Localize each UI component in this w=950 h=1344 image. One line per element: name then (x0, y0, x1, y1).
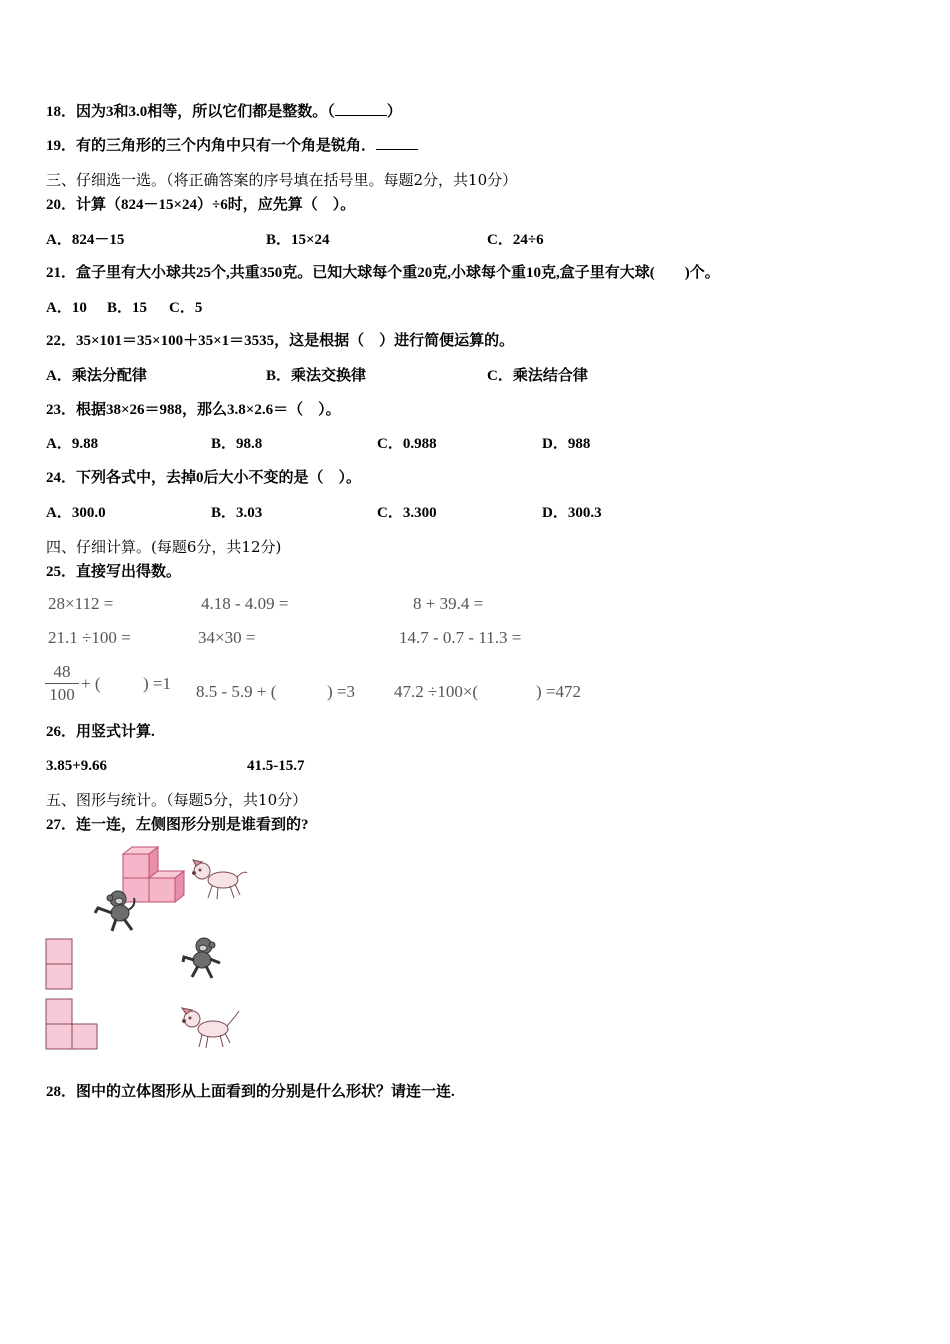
q22-option-c[interactable]: C．乘法结合律 (487, 368, 588, 384)
q25-eq-2[interactable]: 4.18 - 4.09 = (201, 594, 289, 613)
q18-close: ） (386, 104, 402, 120)
section-5-heading: 五、图形与统计。（每题5分，共10分） (46, 791, 308, 809)
q24-option-c[interactable]: C．3.300 (377, 505, 437, 521)
q18-answer-blank[interactable] (335, 115, 387, 116)
q26-item-1: 3.85+9.66 (46, 758, 108, 774)
q25-eq-8-right[interactable]: ) =3 (327, 682, 355, 701)
q25-eq-4[interactable]: 21.1 ÷100 = (48, 628, 131, 647)
question-28: 28．图中的立体图形从上面看到的分别是什么形状？请连一连. (46, 1084, 455, 1100)
section-3-heading: 三、仔细选一选。（将正确答案的序号填在括号里。每题2分，共10分） (46, 171, 518, 189)
q25-eq-9-left: 47.2 ÷100×( (394, 682, 479, 701)
q21-option-c[interactable]: C．5 (169, 300, 203, 316)
q22-option-b[interactable]: B．乘法交换律 (266, 368, 367, 384)
q21-option-a[interactable]: A．10 (46, 300, 87, 316)
q20-option-a[interactable]: A．824－15 (46, 232, 125, 248)
dog-icon[interactable] (180, 1005, 242, 1051)
q25-eq-3[interactable]: 8 + 39.4 = (413, 594, 484, 613)
fraction-denominator: 100 (49, 685, 75, 704)
q23-option-c[interactable]: C．0.988 (377, 436, 437, 452)
q24-option-a[interactable]: A．300.0 (46, 505, 106, 521)
q24-option-d[interactable]: D．300.3 (542, 505, 602, 521)
q22-option-a[interactable]: A．乘法分配律 (46, 368, 147, 384)
q23-option-d[interactable]: D．988 (542, 436, 591, 452)
q25-eq-1[interactable]: 28×112 = (48, 594, 114, 613)
question-19 (46, 136, 418, 156)
view-l-shape[interactable] (45, 998, 101, 1054)
question-25: 25．直接写出得数。 (46, 564, 182, 580)
question-20: 20．计算（824－15×24）÷6时，应先算（ ）。 (46, 197, 356, 213)
q25-eq-7-right[interactable]: ) =1 (143, 674, 171, 693)
question-27: 27．连一连，左侧图形分别是谁看到的? (46, 817, 309, 833)
q21-option-b[interactable]: B．15 (107, 300, 148, 316)
q25-eq-7-left: + ( (81, 674, 101, 693)
q24-option-b[interactable]: B．3.03 (211, 505, 263, 521)
question-22: 22．35×101＝35×100＋35×1＝3535，这是根据（ ）进行简便运算的。 (46, 333, 515, 349)
q25-eq-9-right[interactable]: ) =472 (536, 682, 581, 701)
dog-icon (190, 858, 250, 902)
q25-eq-6[interactable]: 14.7 - 0.7 - 11.3 = (399, 628, 522, 647)
q25-eq-5[interactable]: 34×30 = (198, 628, 256, 647)
question-18 (46, 102, 402, 122)
question-21: 21．盒子里有大小球共25个,共重350克。已知大球每个重20克,小球每个重10克,盒子里有大球( )个。 (46, 265, 720, 281)
q19-answer-blank[interactable] (376, 149, 418, 150)
monkey-icon (92, 888, 138, 934)
q20-option-b[interactable]: B．15×24 (266, 232, 330, 248)
question-23: 23．根据38×26＝988，那么3.8×2.6＝（ ）。 (46, 402, 341, 418)
q23-option-b[interactable]: B．98.8 (211, 436, 263, 452)
q25-eq-8-left: 8.5 - 5.9 + ( (196, 682, 277, 701)
monkey-icon[interactable] (180, 935, 226, 981)
question-24: 24．下列各式中，去掉0后大小不变的是（ ）。 (46, 470, 362, 486)
q23-option-a[interactable]: A．9.88 (46, 436, 99, 452)
question-26: 26．用竖式计算. (46, 724, 155, 740)
q25-fraction (45, 661, 79, 706)
fraction-numerator: 48 (45, 661, 79, 684)
q26-item-2: 41.5-15.7 (247, 758, 305, 774)
q20-option-c[interactable]: C．24÷6 (487, 232, 544, 248)
section-4-heading: 四、仔细计算。(每题6分，共12分) (46, 538, 282, 556)
view-two-stacked-squares[interactable] (45, 938, 75, 992)
q19-text: 19．有的三角形的三个内角中只有一个角是锐角． (46, 138, 377, 154)
q18-text: 18．因为3和3.0相等，所以它们都是整数。（ (46, 104, 335, 120)
